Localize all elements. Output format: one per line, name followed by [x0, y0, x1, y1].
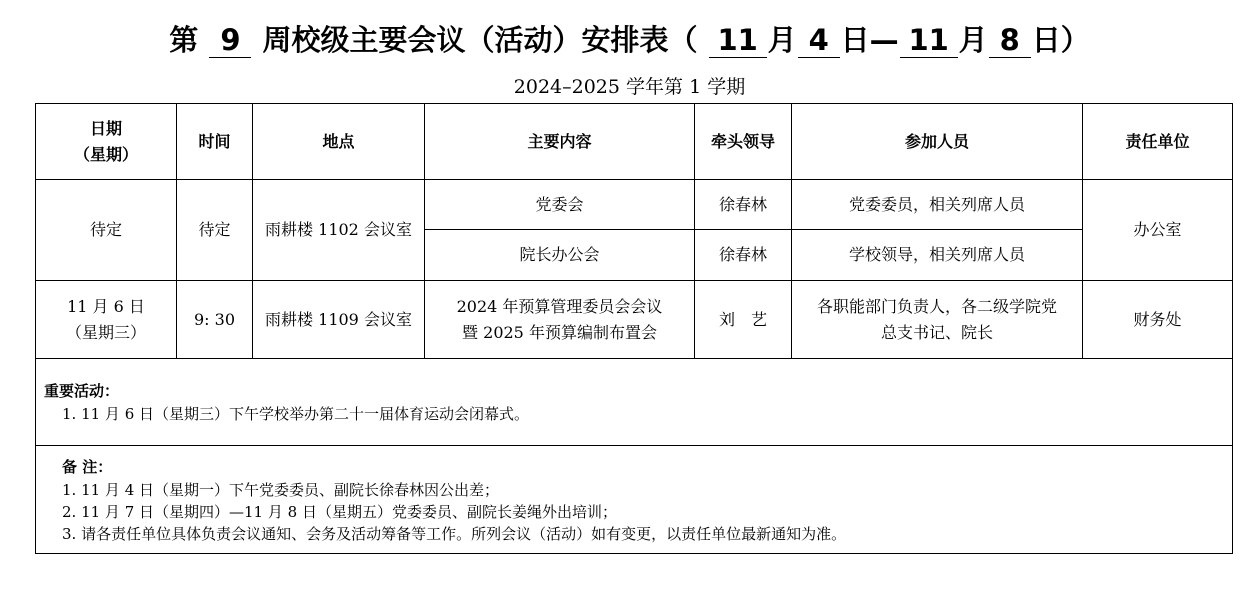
cell-location: 雨耕楼 1109 会议室 [253, 281, 425, 359]
cell-leader: 徐春林 [695, 230, 792, 281]
cell-time: 待定 [177, 180, 253, 281]
cell-unit: 办公室 [1083, 180, 1233, 281]
notes-section [36, 446, 1233, 554]
title-end-day: 8 [989, 23, 1031, 58]
cell-date: 待定 [36, 180, 177, 281]
header-content: 主要内容 [425, 104, 695, 180]
header-leader: 牵头领导 [695, 104, 792, 180]
title-prefix: 第 [169, 23, 199, 57]
notes-row [36, 446, 1233, 554]
notes-heading: 备 注： [62, 457, 113, 476]
title-day-dash: 日— [840, 23, 899, 57]
cell-time: 9: 30 [177, 281, 253, 359]
page-title [0, 18, 1259, 62]
semester-subtitle: 2024–2025 学年第 1 学期 [513, 76, 746, 98]
cell-content: 党委会 [425, 180, 695, 230]
header-participants: 参加人员 [792, 104, 1083, 180]
cell-leader: 徐春林 [695, 180, 792, 230]
cell-date: 11 月 6 日 （星期三） [36, 281, 177, 359]
header-time: 时间 [177, 104, 253, 180]
title-middle: 周校级主要会议（活动）安排表（ [262, 23, 698, 57]
table-header-row [36, 104, 1233, 180]
important-activities-heading: 重要活动： [44, 382, 120, 400]
list-item: 1. 11 月 4 日（星期一）下午党委委员、副院长徐春林因公出差； [62, 480, 500, 499]
title-end-month: 11 [900, 23, 958, 58]
list-item: 2. 11 月 7 日（星期四）—11 月 8 日（星期五）党委委员、副院长姜绳外出培训； [62, 502, 617, 521]
cell-leader: 刘 艺 [695, 281, 792, 359]
cell-participants: 学校领导，相关列席人员 [792, 230, 1083, 281]
cell-participants: 党委委员，相关列席人员 [792, 180, 1083, 230]
list-item: 3. 请各责任单位具体负责会议通知、会务及活动筹备等工作。所列会议（活动）如有变更，以责任单位最新通知为准。 [62, 524, 847, 543]
cell-content: 院长办公会 [425, 230, 695, 281]
table-row [36, 281, 1233, 359]
table-row [36, 180, 1233, 230]
cell-unit: 财务处 [1083, 281, 1233, 359]
header-location: 地点 [253, 104, 425, 180]
header-unit: 责任单位 [1083, 104, 1233, 180]
title-month-char: 月 [767, 23, 797, 57]
cell-content: 2024 年预算管理委员会会议 暨 2025 年预算编制布置会 [425, 281, 695, 359]
schedule-table [35, 103, 1233, 554]
cell-location: 雨耕楼 1102 会议室 [253, 180, 425, 281]
title-week-number: 9 [209, 23, 251, 58]
title-suffix: 日） [1031, 23, 1090, 57]
header-date: 日期 （星期） [36, 104, 177, 180]
important-activities-row [36, 359, 1233, 446]
title-month-char: 月 [958, 23, 988, 57]
title-start-month: 11 [709, 23, 767, 58]
important-activities-section [36, 359, 1233, 446]
list-item: 1. 11 月 6 日（星期三）下午学校举办第二十一届体育运动会闭幕式。 [62, 405, 530, 423]
cell-participants: 各职能部门负责人，各二级学院党 总支书记、院长 [792, 281, 1083, 359]
title-start-day: 4 [798, 23, 840, 58]
